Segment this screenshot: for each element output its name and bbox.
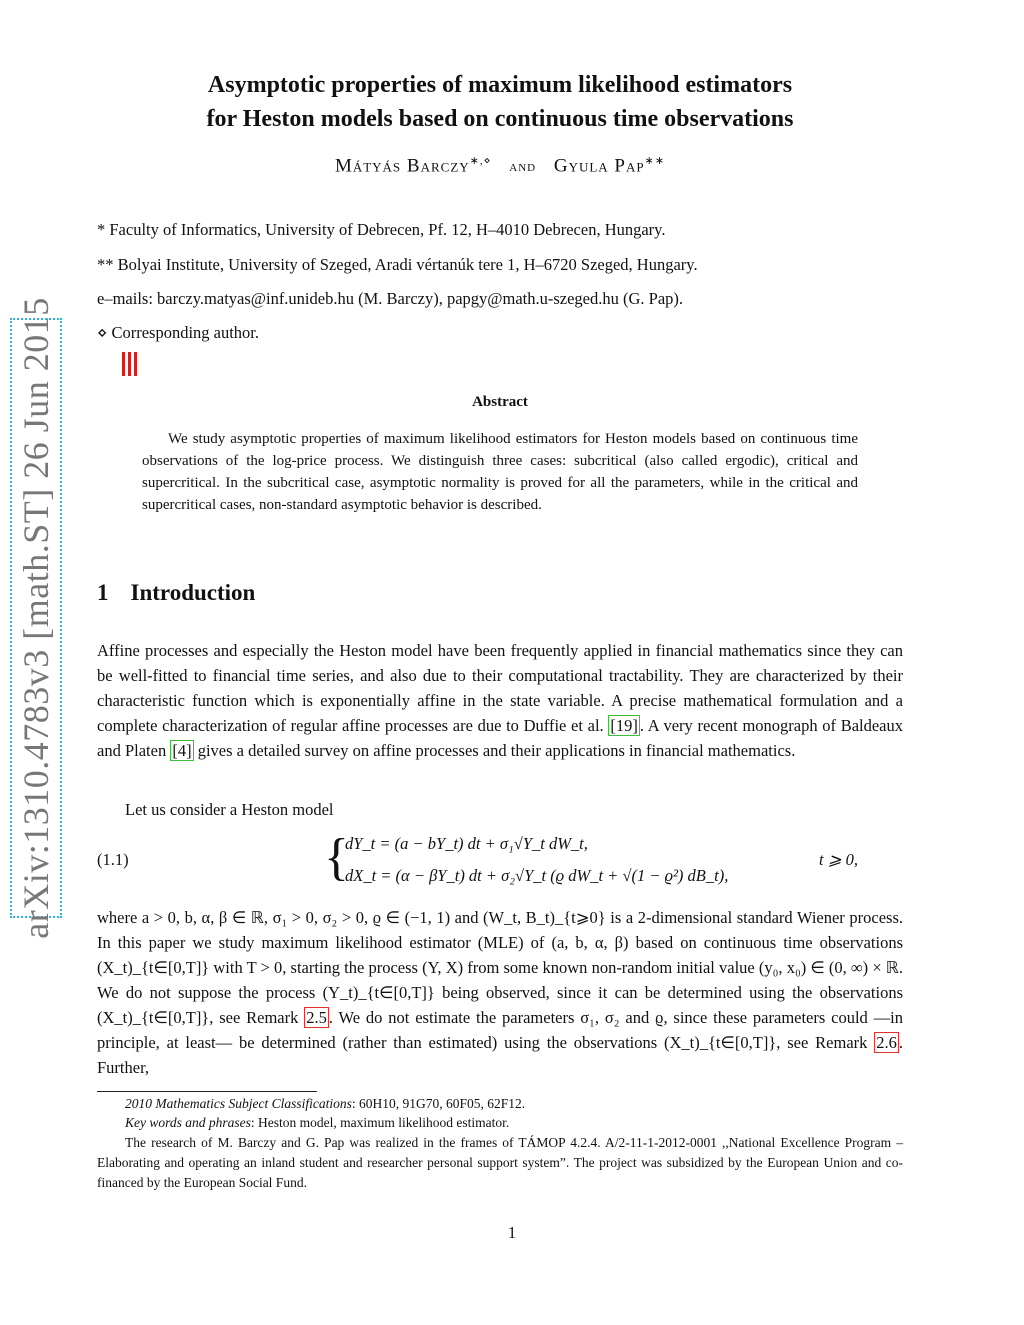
after-eq-text-1: where a > 0, b, α, β ∈ ℝ, σ₁ > 0, σ₂ > 0, ϱ ∈ (−1, 1) and (W_t, B_t)_{t⩾0} is a 2-dimensional standard Wiener process. In this paper we study maximum likelihood estimator (MLE) of (a, b, α, β) based on continuous time observations (X_t)_{t∈[0,T]} with T > 0, starting the process (Y, X) from some known non-random initial value (y₀, x₀) ∈ (0, ∞) × ℝ. We do not suppose the process (Y_t)_{t∈[0,T]} being observed, since it can be determined using the observations (X_t)_{t∈[0,T]}, see Remark (97, 908, 903, 1027)
arxiv-id: arXiv:1310.4783v3 [math.ST] 26 Jun 2015 (16, 297, 56, 939)
affiliation-1: * Faculty of Informatics, University of Debrecen, Pf. 12, H–4010 Debrecen, Hungary. (97, 220, 666, 239)
emails: e–mails: barczy.matyas@inf.unideb.hu (M. Barczy), papgy@math.u-szeged.hu (G. Pap). (97, 289, 684, 308)
equation-condition: t ⩾ 0, (819, 850, 859, 869)
remark-2-5-link[interactable]: 2.5 (306, 1008, 327, 1027)
remark-2-6-link[interactable]: 2.6 (876, 1033, 897, 1052)
footnote-keywords (97, 1113, 903, 1133)
author-2: Gyula Pap (553, 155, 645, 177)
corresponding-author: ⋄ Corresponding author. (97, 323, 260, 342)
red-bars-mark (122, 352, 142, 376)
intro-paragraph-1 (97, 638, 903, 763)
intro-paragraph-3 (97, 905, 903, 1080)
affiliation-2: ** Bolyai Institute, University of Szeged, Aradi vértanúk tere 1, H–6720 Szeged, Hungary. (97, 255, 698, 274)
after-eq-text-2: . We do not estimate the parameters σ₁, σ₂ and ϱ, since these parameters could —in principle, at least— be determined (rather than estimated) using the observations (X_t)_{t∈[0,T]}, see Remark (97, 1008, 903, 1052)
section-heading (97, 580, 255, 606)
intro-paragraph-2: Let us consider a Heston model (125, 800, 334, 819)
section-number: 1 (97, 580, 109, 605)
page-number: 1 (507, 1223, 517, 1242)
keywords: : Heston model, maximum likelihood estimator. (250, 1115, 510, 1130)
keywords-label: Key words and phrases (125, 1115, 251, 1130)
section-title: Introduction (130, 580, 256, 605)
author-1-marks: ∗,⋄ (469, 155, 492, 167)
citation-4[interactable]: [4] (172, 741, 192, 760)
author-2-marks: ∗∗ (644, 155, 666, 167)
equation-brace: { (324, 829, 349, 886)
equation-label: (1.1) (97, 850, 129, 869)
after-eq-text-3: . Further, (97, 1033, 903, 1077)
author-and: and (509, 159, 537, 176)
equation-1-1 (97, 830, 903, 894)
title-line-2: for Heston models based on continuous time observations (206, 106, 794, 132)
msc-label: 2010 Mathematics Subject Classifications (125, 1096, 352, 1111)
abstract-text: We study asymptotic properties of maximum likelihood estimators for Heston models based on continuous time observations of the log-price process. We distinguish three cases: subcritical (also called ergodic), critical and supercritical. In the subcritical case, asymptotic normality is proved for all the parameters, while in the critical and supercritical cases, non-standard asymptotic behavior is described. (142, 431, 858, 513)
arxiv-stamp (10, 297, 62, 939)
intro-text-c: gives a detailed survey on affine processes and their applications in financial mathematics. (193, 741, 796, 760)
equation-line-1: dY_t = (a − bY_t) dt + σ₁√Y_t dW_t, (345, 834, 588, 853)
msc-codes: : 60H10, 91G70, 60F05, 62F12. (351, 1096, 526, 1111)
title-line-1: Asymptotic properties of maximum likelihood estimators (207, 72, 793, 98)
intro-text-a: Affine processes and especially the Heston model have been frequently applied in financial mathematics since they can be well-fitted to financial time series, and also due to their computational tractability. They are characterized by their characteristic function which is exponentially affine in the state variable. A precise mathematical formulation and a complete characterization of regular affine processes are due to Duffie et al. (97, 641, 903, 735)
citation-19[interactable]: [19] (610, 716, 638, 735)
abstract-heading: Abstract (472, 394, 528, 410)
author-line (100, 154, 900, 177)
footnote-msc (97, 1094, 903, 1114)
paper-title (100, 68, 900, 136)
footnote-rule (97, 1091, 317, 1092)
author-1: Mátyás Barczy (334, 155, 470, 177)
footnote-funding: The research of M. Barczy and G. Pap was realized in the frames of TÁMOP 4.2.4. A/2-11-1-2012-0001 ,,National Excellence Program – Elaborating and operating an inland student and researcher personal support system”. The project was subsidized by the European Union and co-financed by the European Social Fund. (97, 1135, 903, 1190)
intro-text-b: . A very recent monograph of Baldeaux and Platen (97, 716, 904, 760)
equation-line-2: dX_t = (α − βY_t) dt + σ₂√Y_t (ϱ dW_t + √(1 − ϱ²) dB_t), (345, 866, 729, 885)
